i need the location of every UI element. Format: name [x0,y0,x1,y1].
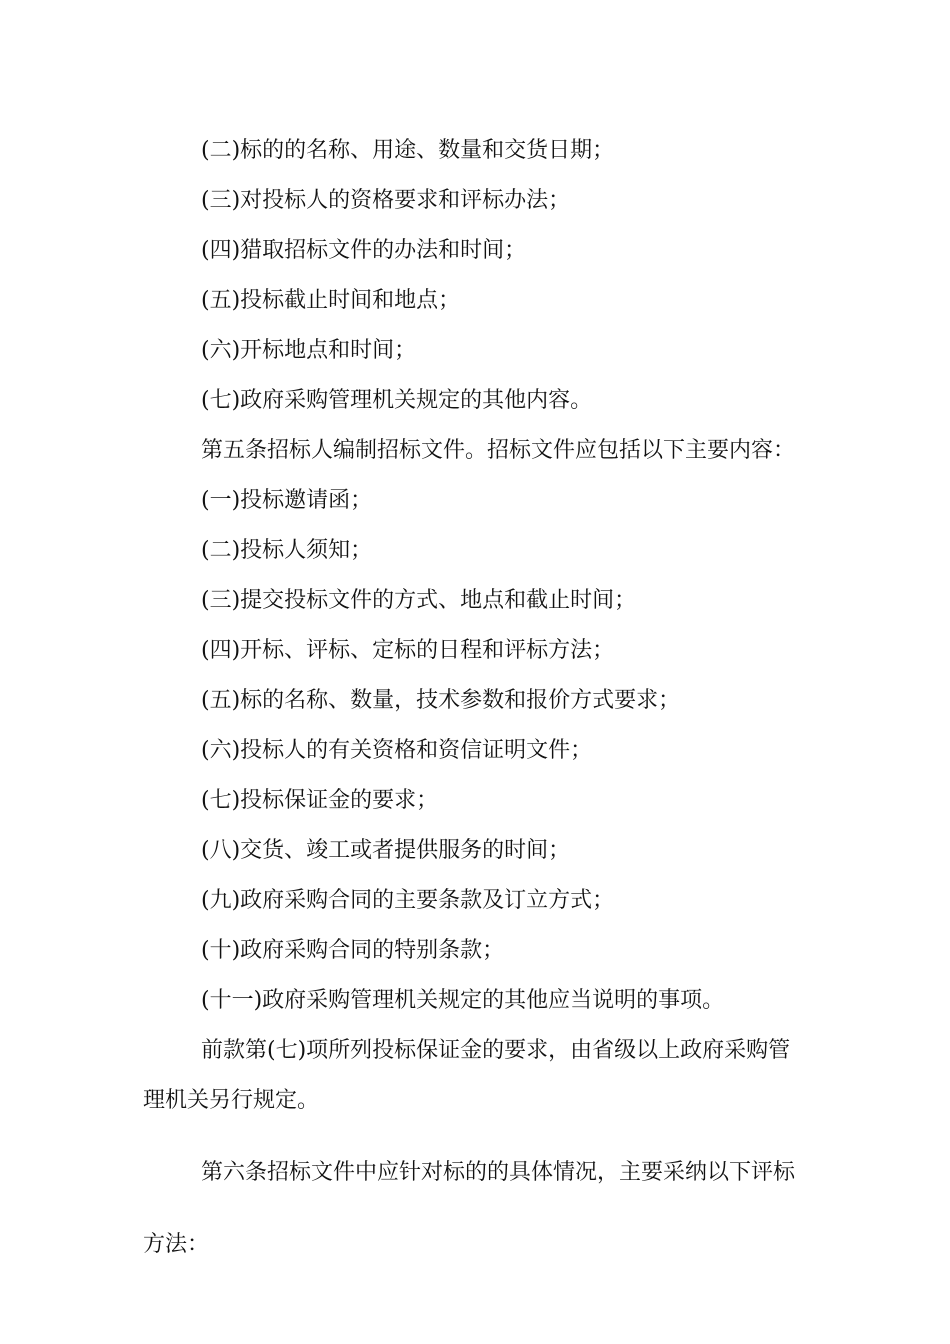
article-6-line-2: 方法： [143,1232,210,1257]
list-item: (四)开标、评标、定标的日程和评标方法； [201,638,615,663]
paragraph-spacer [143,1126,823,1148]
deposit-paragraph [143,1026,823,1126]
article-5-heading: 第五条招标人编制招标文件。招标文件应包括以下主要内容： [201,438,796,463]
list-item: (六)投标人的有关资格和资信证明文件； [201,738,593,763]
list-item: (一)投标邀请函； [201,488,373,513]
list-item: (三)提交投标文件的方式、地点和截止时间； [201,588,637,613]
list-item: (三)对投标人的资格要求和评标办法； [201,188,571,213]
line-spacer [143,1198,823,1220]
list-item: (七)政府采购管理机关规定的其他内容。 [201,388,593,413]
document-body [143,126,823,1270]
list-item: (四)猎取招标文件的办法和时间； [201,238,527,263]
list-item: (八)交货、竣工或者提供服务的时间； [201,838,571,863]
deposit-paragraph-line-1: 前款第(七)项所列投标保证金的要求，由省级以上政府采购管 [201,1038,791,1063]
list-item: (二)投标人须知； [201,538,373,563]
list-item: (十一)政府采购管理机关规定的其他应当说明的事项。 [201,988,725,1013]
article-6-paragraph [143,1148,823,1270]
list-item: (七)投标保证金的要求； [201,788,439,813]
list-item: (五)标的名称、数量，技术参数和报价方式要求； [201,688,681,713]
list-item: (二)标的的名称、用途、数量和交货日期； [201,138,615,163]
list-item: (九)政府采购合同的主要条款及订立方式； [201,888,615,913]
list-item: (十)政府采购合同的特别条款； [201,938,505,963]
deposit-paragraph-line-2: 理机关另行规定。 [143,1088,320,1113]
list-item: (五)投标截止时间和地点； [201,288,461,313]
article-6-line-1: 第六条招标文件中应针对标的的具体情况，主要采纳以下评标 [201,1160,796,1185]
list-item: (六)开标地点和时间； [201,338,417,363]
